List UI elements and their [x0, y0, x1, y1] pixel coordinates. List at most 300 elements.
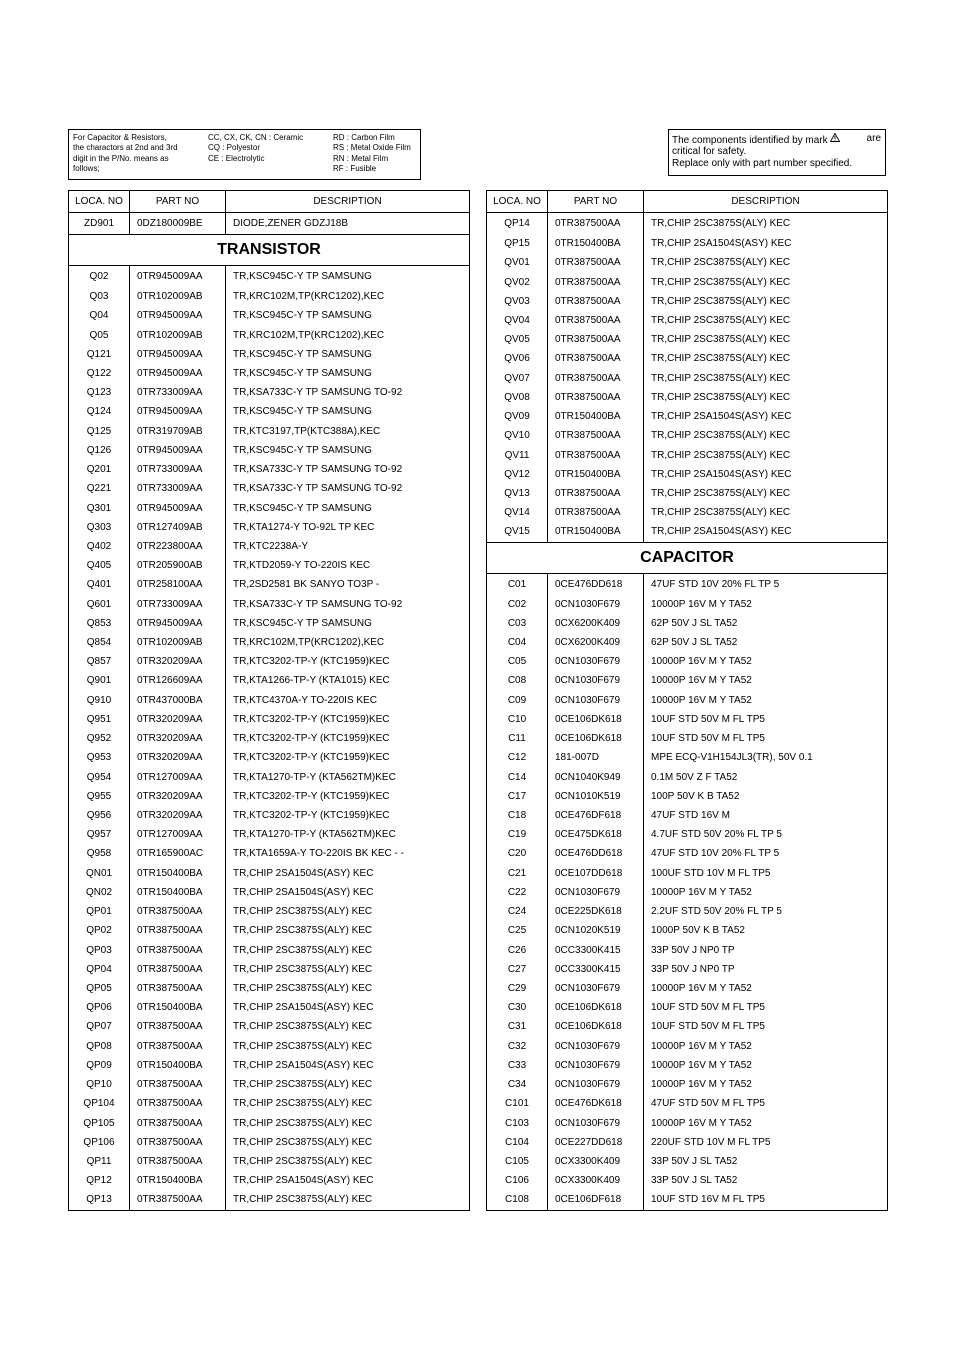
loca-no-cell: QP11	[69, 1152, 130, 1171]
loca-no-cell: QP15	[487, 234, 548, 253]
table-row	[487, 902, 888, 921]
table-row	[487, 1037, 888, 1056]
description-cell: 10000P 16V M Y TA52	[644, 652, 888, 671]
description-cell: TR,KTA1270-TP-Y (KTA562TM)KEC	[226, 825, 470, 844]
part-no-cell: 0CE106DK618	[548, 998, 644, 1017]
table-row	[487, 729, 888, 748]
loca-no-cell: Q122	[69, 364, 130, 383]
table-row	[69, 498, 470, 517]
description-cell: TR,KSC945C-Y TP SAMSUNG	[226, 498, 470, 517]
warning-triangle-icon	[830, 135, 840, 146]
description-cell: 10000P 16V M Y TA52	[644, 883, 888, 902]
loca-no-cell: C32	[487, 1037, 548, 1056]
description-cell: TR,CHIP 2SA1504S(ASY) KEC	[644, 407, 888, 426]
table-row	[487, 787, 888, 806]
part-no-cell: 0TR150400BA	[548, 407, 644, 426]
header-description: DESCRIPTION	[644, 191, 888, 213]
loca-no-cell: QV11	[487, 445, 548, 464]
loca-no-cell: C22	[487, 883, 548, 902]
description-cell: 33P 50V J SL TA52	[644, 1152, 888, 1171]
part-no-cell: 0CN1010K519	[548, 787, 644, 806]
part-no-cell: 0CE476DK618	[548, 1094, 644, 1113]
loca-no-cell: C24	[487, 902, 548, 921]
description-cell: TR,KTD2059-Y TO-220IS KEC	[226, 556, 470, 575]
description-cell: 10000P 16V M Y TA52	[644, 595, 888, 614]
loca-no-cell: QV03	[487, 292, 548, 311]
table-row	[487, 960, 888, 979]
loca-no-cell: QV14	[487, 503, 548, 522]
safety-note-line3: Replace only with part number specified.	[672, 157, 853, 169]
part-no-cell: 0TR387500AA	[130, 1094, 226, 1113]
part-no-cell: 0CN1030F679	[548, 595, 644, 614]
table-row	[487, 349, 888, 368]
loca-no-cell: Q02	[69, 266, 130, 288]
part-no-cell: 0TR320209AA	[130, 729, 226, 748]
table-row	[69, 1171, 470, 1190]
description-cell: TR,CHIP 2SC3875S(ALY) KEC	[226, 1190, 470, 1210]
description-cell: 4.7UF STD 50V 20% FL TP 5	[644, 825, 888, 844]
description-cell: TR,KTC3197,TP(KTC388A),KEC	[226, 422, 470, 441]
description-cell: TR,CHIP 2SC3875S(ALY) KEC	[644, 349, 888, 368]
table-row	[69, 691, 470, 710]
part-no-cell: 0TR387500AA	[130, 1113, 226, 1132]
description-cell: TR,KSC945C-Y TP SAMSUNG	[226, 266, 470, 288]
part-no-cell: 0TR387500AA	[548, 272, 644, 291]
loca-no-cell: C26	[487, 940, 548, 959]
description-cell: 10000P 16V M Y TA52	[644, 691, 888, 710]
table-row	[487, 864, 888, 883]
part-no-cell: 0TR127009AA	[130, 825, 226, 844]
part-no-cell: 0TR150400BA	[548, 234, 644, 253]
description-cell: 47UF STD 10V 20% FL TP 5	[644, 573, 888, 595]
loca-no-cell: C01	[487, 573, 548, 595]
table-row	[487, 979, 888, 998]
part-no-cell: 0CE106DF618	[548, 1190, 644, 1210]
part-no-cell: 0TR945009AA	[130, 345, 226, 364]
description-cell: TR,CHIP 2SC3875S(ALY) KEC	[644, 272, 888, 291]
part-no-cell: 0TR387500AA	[130, 1037, 226, 1056]
part-no-cell: 0CC3300K415	[548, 940, 644, 959]
loca-no-cell: C25	[487, 921, 548, 940]
loca-no-cell: QP12	[69, 1171, 130, 1190]
description-cell: TR,KSA733C-Y TP SAMSUNG TO-92	[226, 479, 470, 498]
description-cell: 10UF STD 50V M FL TP5	[644, 1017, 888, 1036]
table-row	[487, 806, 888, 825]
table-row	[69, 1075, 470, 1094]
loca-no-cell: C30	[487, 998, 548, 1017]
description-cell: TR,CHIP 2SC3875S(ALY) KEC	[226, 1133, 470, 1152]
loca-no-cell: C11	[487, 729, 548, 748]
part-no-cell: 0TR150400BA	[130, 1056, 226, 1075]
part-no-cell: 0TR945009AA	[130, 306, 226, 325]
loca-no-cell: C29	[487, 979, 548, 998]
part-no-cell: 0CE106DK618	[548, 1017, 644, 1036]
loca-no-cell: Q125	[69, 422, 130, 441]
loca-no-cell: C03	[487, 614, 548, 633]
loca-no-cell: C108	[487, 1190, 548, 1210]
table-row	[69, 998, 470, 1017]
loca-no-cell: QP07	[69, 1017, 130, 1036]
description-cell: TR,CHIP 2SC3875S(ALY) KEC	[644, 253, 888, 272]
loca-no-cell: Q201	[69, 460, 130, 479]
table-row	[69, 979, 470, 998]
loca-no-cell: QP104	[69, 1094, 130, 1113]
loca-no-cell: C104	[487, 1133, 548, 1152]
description-cell: 1000P 50V K B TA52	[644, 921, 888, 940]
part-no-cell: 0CN1030F679	[548, 1056, 644, 1075]
table-row	[487, 253, 888, 272]
description-cell: 0.1M 50V Z F TA52	[644, 767, 888, 786]
table-row	[487, 844, 888, 863]
header-part-no: PART NO	[130, 191, 226, 213]
part-no-cell: 0CC3300K415	[548, 960, 644, 979]
table-row	[69, 960, 470, 979]
table-row	[487, 767, 888, 786]
table-row	[487, 921, 888, 940]
part-no-cell: 0DZ180009BE	[130, 213, 226, 235]
part-no-cell: 0CE475DK618	[548, 825, 644, 844]
part-no-cell: 0CN1020K519	[548, 921, 644, 940]
loca-no-cell: Q401	[69, 575, 130, 594]
table-row	[487, 484, 888, 503]
description-cell: TR,KTA1266-TP-Y (KTA1015) KEC	[226, 671, 470, 690]
description-cell: TR,KTC3202-TP-Y (KTC1959)KEC	[226, 652, 470, 671]
part-no-cell: 0CX6200K409	[548, 633, 644, 652]
description-cell: TR,KTA1274-Y TO-92L TP KEC	[226, 518, 470, 537]
part-no-cell: 0TR387500AA	[548, 311, 644, 330]
loca-no-cell: QV01	[487, 253, 548, 272]
table-row	[487, 652, 888, 671]
description-cell: TR,CHIP 2SC3875S(ALY) KEC	[226, 1075, 470, 1094]
legend-intro: For Capacitor & Resistors, the charactors at 2nd and 3rd digit in the P/No. means as follows;	[73, 133, 178, 173]
part-no-cell: 0TR165900AC	[130, 844, 226, 863]
loca-no-cell: Q04	[69, 306, 130, 325]
part-no-cell: 0CE225DK618	[548, 902, 644, 921]
part-no-cell: 0TR102009AB	[130, 287, 226, 306]
part-no-cell: 0TR387500AA	[548, 330, 644, 349]
loca-no-cell: Q126	[69, 441, 130, 460]
part-no-cell: 0TR387500AA	[548, 369, 644, 388]
part-no-cell: 0TR387500AA	[130, 1190, 226, 1210]
table-row	[487, 1171, 888, 1190]
part-no-cell: 0CE476DD618	[548, 844, 644, 863]
description-cell: TR,KSC945C-Y TP SAMSUNG	[226, 614, 470, 633]
table-row	[487, 388, 888, 407]
part-no-cell: 0CN1030F679	[548, 979, 644, 998]
loca-no-cell: Q956	[69, 806, 130, 825]
description-cell: 10UF STD 50V M FL TP5	[644, 998, 888, 1017]
table-row	[69, 287, 470, 306]
description-cell: TR,KSC945C-Y TP SAMSUNG	[226, 345, 470, 364]
loca-no-cell: Q05	[69, 325, 130, 344]
description-cell: TR,CHIP 2SC3875S(ALY) KEC	[226, 1037, 470, 1056]
description-cell: TR,KSA733C-Y TP SAMSUNG TO-92	[226, 383, 470, 402]
table-row	[487, 369, 888, 388]
section-header-transistor	[69, 235, 470, 266]
part-no-cell: 0TR127009AA	[130, 767, 226, 786]
loca-no-cell: C106	[487, 1171, 548, 1190]
description-cell: 100UF STD 10V M FL TP5	[644, 864, 888, 883]
table-row	[69, 479, 470, 498]
loca-no-cell: QP08	[69, 1037, 130, 1056]
description-cell: TR,CHIP 2SC3875S(ALY) KEC	[226, 960, 470, 979]
description-cell: TR,KTC3202-TP-Y (KTC1959)KEC	[226, 710, 470, 729]
table-row	[69, 325, 470, 344]
table-row	[487, 1075, 888, 1094]
table-row	[487, 503, 888, 522]
loca-no-cell: Q601	[69, 595, 130, 614]
part-no-cell: 0TR733009AA	[130, 595, 226, 614]
description-cell: TR,CHIP 2SC3875S(ALY) KEC	[226, 1017, 470, 1036]
description-cell: TR,KSA733C-Y TP SAMSUNG TO-92	[226, 460, 470, 479]
description-cell: 10000P 16V M Y TA52	[644, 1075, 888, 1094]
loca-no-cell: Q123	[69, 383, 130, 402]
loca-no-cell: QV10	[487, 426, 548, 445]
table-row	[487, 940, 888, 959]
description-cell: TR,CHIP 2SC3875S(ALY) KEC	[226, 1113, 470, 1132]
loca-no-cell: QV15	[487, 522, 548, 542]
loca-no-cell: QP05	[69, 979, 130, 998]
loca-no-cell: C21	[487, 864, 548, 883]
loca-no-cell: Q221	[69, 479, 130, 498]
description-cell: TR,CHIP 2SC3875S(ALY) KEC	[226, 1094, 470, 1113]
description-cell: 47UF STD 50V M FL TP5	[644, 1094, 888, 1113]
loca-no-cell: C27	[487, 960, 548, 979]
loca-no-cell: Q952	[69, 729, 130, 748]
loca-no-cell: Q958	[69, 844, 130, 863]
loca-no-cell: QV07	[487, 369, 548, 388]
part-no-cell: 0TR387500AA	[130, 1152, 226, 1171]
loca-no-cell: QP106	[69, 1133, 130, 1152]
description-cell: TR,KRC102M,TP(KRC1202),KEC	[226, 287, 470, 306]
description-cell: TR,CHIP 2SC3875S(ALY) KEC	[644, 369, 888, 388]
loca-no-cell: QP03	[69, 940, 130, 959]
loca-no-cell: C05	[487, 652, 548, 671]
loca-no-cell: ZD901	[69, 213, 130, 235]
part-no-cell: 0CN1030F679	[548, 1037, 644, 1056]
table-row	[69, 883, 470, 902]
description-cell: 10UF STD 16V M FL TP5	[644, 1190, 888, 1210]
part-no-cell: 0TR733009AA	[130, 460, 226, 479]
loca-no-cell: C10	[487, 710, 548, 729]
description-cell: 62P 50V J SL TA52	[644, 633, 888, 652]
header-description: DESCRIPTION	[226, 191, 470, 213]
part-no-cell: 0TR387500AA	[548, 445, 644, 464]
loca-no-cell: Q953	[69, 748, 130, 767]
table-row	[69, 383, 470, 402]
loca-no-cell: Q957	[69, 825, 130, 844]
loca-no-cell: Q121	[69, 345, 130, 364]
loca-no-cell: QN02	[69, 883, 130, 902]
table-row	[69, 1113, 470, 1132]
description-cell: TR,CHIP 2SC3875S(ALY) KEC	[644, 330, 888, 349]
loca-no-cell: QV02	[487, 272, 548, 291]
description-cell: TR,KTC3202-TP-Y (KTC1959)KEC	[226, 787, 470, 806]
part-no-cell: 0TR150400BA	[130, 883, 226, 902]
loca-no-cell: Q955	[69, 787, 130, 806]
part-no-cell: 0TR733009AA	[130, 479, 226, 498]
part-no-cell: 0TR150400BA	[548, 465, 644, 484]
description-cell: TR,KSC945C-Y TP SAMSUNG	[226, 441, 470, 460]
table-row	[69, 729, 470, 748]
part-no-cell: 0TR150400BA	[130, 864, 226, 883]
description-cell: 33P 50V J NP0 TP	[644, 940, 888, 959]
part-no-cell: 0TR387500AA	[130, 1075, 226, 1094]
description-cell: 2.2UF STD 50V 20% FL TP 5	[644, 902, 888, 921]
table-row	[69, 902, 470, 921]
loca-no-cell: Q03	[69, 287, 130, 306]
part-no-cell: 0TR387500AA	[548, 426, 644, 445]
part-no-cell: 0CX6200K409	[548, 614, 644, 633]
description-cell: TR,CHIP 2SC3875S(ALY) KEC	[226, 921, 470, 940]
description-cell: 47UF STD 10V 20% FL TP 5	[644, 844, 888, 863]
part-no-cell: 0TR387500AA	[130, 1017, 226, 1036]
section-title: CAPACITOR	[487, 542, 888, 573]
loca-no-cell: Q854	[69, 633, 130, 652]
description-cell: TR,CHIP 2SC3875S(ALY) KEC	[226, 979, 470, 998]
part-no-cell: 0CE106DK618	[548, 710, 644, 729]
description-cell: TR,KTC3202-TP-Y (KTC1959)KEC	[226, 729, 470, 748]
description-cell: TR,CHIP 2SA1504S(ASY) KEC	[644, 522, 888, 542]
table-row	[487, 710, 888, 729]
part-no-cell: 0TR387500AA	[548, 253, 644, 272]
description-cell: TR,CHIP 2SA1504S(ASY) KEC	[644, 234, 888, 253]
parts-table-right	[486, 190, 888, 1211]
part-no-cell: 0TR320209AA	[130, 710, 226, 729]
description-cell: TR,CHIP 2SC3875S(ALY) KEC	[644, 388, 888, 407]
loca-no-cell: C33	[487, 1056, 548, 1075]
legend-capacitor-codes: CC, CX, CK, CN : Ceramic CQ : Polyestor CE : Electrolytic	[208, 133, 304, 163]
loca-no-cell: Q954	[69, 767, 130, 786]
table-row	[69, 767, 470, 786]
part-no-cell: 0CE107DD618	[548, 864, 644, 883]
description-cell: 10UF STD 50V M FL TP5	[644, 729, 888, 748]
description-cell: 220UF STD 10V M FL TP5	[644, 1133, 888, 1152]
part-no-cell: 0TR102009AB	[130, 633, 226, 652]
section-header-capacitor	[487, 542, 888, 573]
description-cell: TR,CHIP 2SC3875S(ALY) KEC	[644, 484, 888, 503]
loca-no-cell: C02	[487, 595, 548, 614]
part-no-cell: 0TR387500AA	[548, 503, 644, 522]
table-row	[487, 426, 888, 445]
description-cell: TR,KTA1270-TP-Y (KTA562TM)KEC	[226, 767, 470, 786]
loca-no-cell: QP105	[69, 1113, 130, 1132]
loca-no-cell: QP10	[69, 1075, 130, 1094]
loca-no-cell: QP04	[69, 960, 130, 979]
table-row	[487, 234, 888, 253]
loca-no-cell: Q301	[69, 498, 130, 517]
description-cell: TR,CHIP 2SA1504S(ASY) KEC	[226, 1056, 470, 1075]
table-row	[69, 460, 470, 479]
table-row	[69, 748, 470, 767]
table-row	[487, 311, 888, 330]
part-no-cell: 0CN1030F679	[548, 883, 644, 902]
loca-no-cell: QV04	[487, 311, 548, 330]
description-cell: 62P 50V J SL TA52	[644, 614, 888, 633]
loca-no-cell: QP02	[69, 921, 130, 940]
table-row	[69, 1094, 470, 1113]
part-no-cell: 0TR320209AA	[130, 806, 226, 825]
part-no-cell: 0TR387500AA	[548, 388, 644, 407]
loca-no-cell: QV13	[487, 484, 548, 503]
loca-no-cell: C101	[487, 1094, 548, 1113]
loca-no-cell: Q303	[69, 518, 130, 537]
description-cell: 33P 50V J SL TA52	[644, 1171, 888, 1190]
table-row	[69, 402, 470, 421]
description-cell: 10UF STD 50V M FL TP5	[644, 710, 888, 729]
loca-no-cell: C19	[487, 825, 548, 844]
part-no-cell: 0TR387500AA	[548, 349, 644, 368]
table-row	[487, 213, 888, 235]
description-cell: TR,KSC945C-Y TP SAMSUNG	[226, 402, 470, 421]
table-row	[487, 407, 888, 426]
description-cell: TR,KTC2238A-Y	[226, 537, 470, 556]
loca-no-cell: C105	[487, 1152, 548, 1171]
description-cell: TR,CHIP 2SC3875S(ALY) KEC	[226, 940, 470, 959]
description-cell: MPE ECQ-V1H154JL3(TR), 50V 0.1	[644, 748, 888, 767]
part-no-cell: 0TR387500AA	[548, 484, 644, 503]
table-row	[487, 573, 888, 595]
loca-no-cell: QV06	[487, 349, 548, 368]
table-row	[487, 595, 888, 614]
description-cell: TR,CHIP 2SC3875S(ALY) KEC	[644, 311, 888, 330]
table-row	[69, 1152, 470, 1171]
loca-no-cell: Q857	[69, 652, 130, 671]
table-row	[69, 518, 470, 537]
loca-no-cell: Q853	[69, 614, 130, 633]
description-cell: TR,KSC945C-Y TP SAMSUNG	[226, 306, 470, 325]
description-cell: TR,CHIP 2SC3875S(ALY) KEC	[644, 426, 888, 445]
description-cell: 10000P 16V M Y TA52	[644, 979, 888, 998]
table-row	[69, 1190, 470, 1210]
table-row	[69, 1017, 470, 1036]
loca-no-cell: Q901	[69, 671, 130, 690]
description-cell: TR,CHIP 2SA1504S(ASY) KEC	[226, 998, 470, 1017]
description-cell: 100P 50V K B TA52	[644, 787, 888, 806]
loca-no-cell: C103	[487, 1113, 548, 1132]
loca-no-cell: Q405	[69, 556, 130, 575]
part-no-cell: 0TR319709AB	[130, 422, 226, 441]
part-no-cell: 0CE476DF618	[548, 806, 644, 825]
part-no-cell: 0TR102009AB	[130, 325, 226, 344]
description-cell: 10000P 16V M Y TA52	[644, 1113, 888, 1132]
loca-no-cell: C08	[487, 671, 548, 690]
table-row	[487, 1056, 888, 1075]
table-row	[487, 1017, 888, 1036]
table-row	[69, 710, 470, 729]
description-cell: 10000P 16V M Y TA52	[644, 1056, 888, 1075]
loca-no-cell: Q402	[69, 537, 130, 556]
description-cell: TR,CHIP 2SC3875S(ALY) KEC	[644, 445, 888, 464]
table-row	[487, 272, 888, 291]
part-no-cell: 0TR945009AA	[130, 266, 226, 288]
table-row	[69, 921, 470, 940]
loca-no-cell: Q124	[69, 402, 130, 421]
part-no-cell: 0CE106DK618	[548, 729, 644, 748]
table-row	[69, 940, 470, 959]
description-cell: DIODE,ZENER GDZJ18B	[226, 213, 470, 235]
table-row	[487, 465, 888, 484]
table-row	[487, 614, 888, 633]
loca-no-cell: C34	[487, 1075, 548, 1094]
part-no-cell: 0TR387500AA	[548, 213, 644, 235]
description-cell: TR,KRC102M,TP(KRC1202),KEC	[226, 325, 470, 344]
loca-no-cell: QV09	[487, 407, 548, 426]
table-row	[69, 614, 470, 633]
loca-no-cell: C18	[487, 806, 548, 825]
part-no-cell: 0CX3300K409	[548, 1171, 644, 1190]
safety-note-text: The components identified by mark	[672, 135, 828, 146]
